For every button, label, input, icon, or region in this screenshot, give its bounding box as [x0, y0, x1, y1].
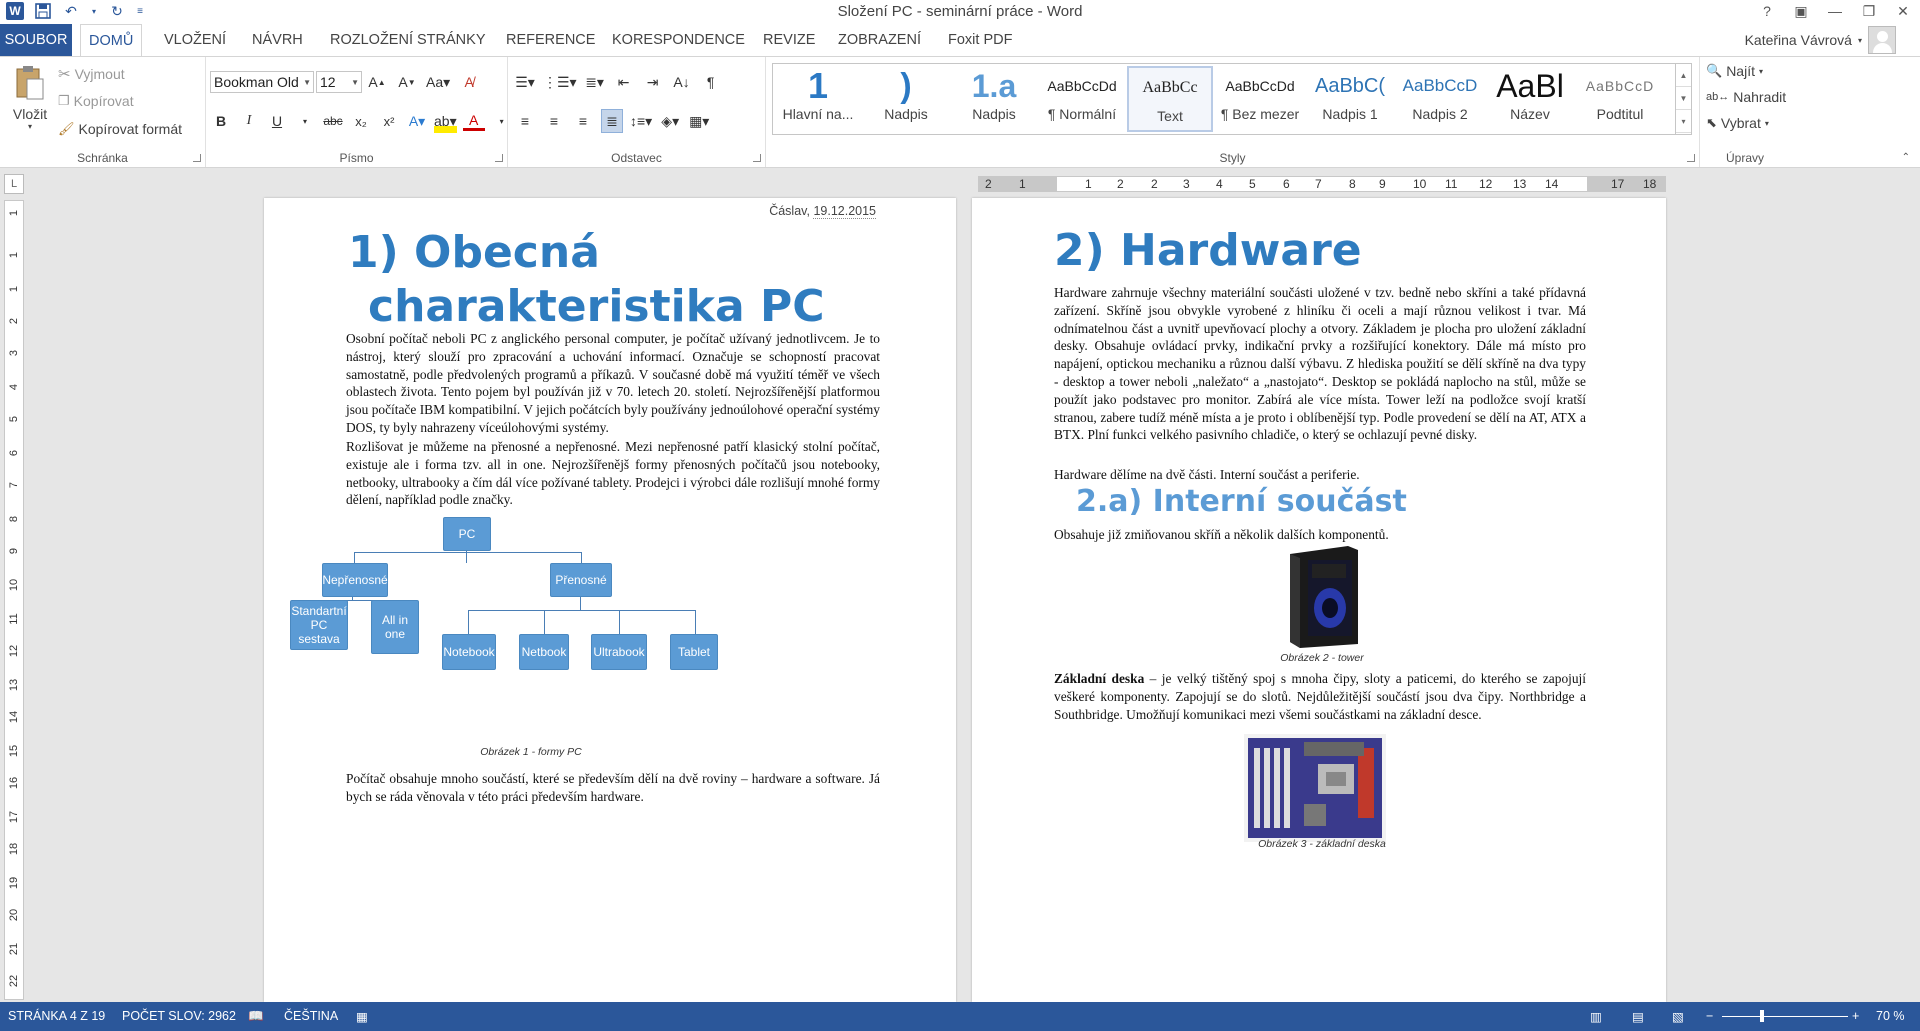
heading-1: 2) Hardware: [1054, 225, 1362, 276]
strikethrough-icon[interactable]: abc: [323, 114, 343, 128]
style-hlavni-nadpis[interactable]: [775, 66, 861, 132]
dialog-launcher-icon[interactable]: [753, 154, 761, 162]
help-icon[interactable]: ?: [1763, 3, 1771, 19]
style-bez-mezer[interactable]: [1217, 66, 1303, 132]
replace-button[interactable]: [1706, 89, 1786, 105]
ruler-number: 17: [1611, 177, 1625, 191]
subscript-icon[interactable]: x₂: [355, 113, 367, 129]
ruler-number: 1: [8, 285, 20, 293]
chevron-down-icon: ▼: [351, 78, 359, 87]
tab-home[interactable]: DOMŮ: [80, 24, 142, 57]
font-color-icon[interactable]: A: [463, 111, 485, 131]
ruler-number: 17: [8, 810, 20, 824]
status-bar: [0, 1002, 1920, 1031]
ruler-number: 19: [8, 876, 20, 890]
paragraph-group: [508, 57, 766, 167]
ruler-number: 18: [1643, 177, 1657, 191]
style-nazev[interactable]: [1487, 66, 1573, 132]
tab-review[interactable]: REVIZE: [763, 32, 816, 48]
select-label: Vybrat: [1720, 115, 1761, 131]
style-nadpis-2[interactable]: [1397, 66, 1483, 132]
figure-caption: Obrázek 3 - základní deska: [1258, 838, 1386, 850]
page-left[interactable]: [264, 198, 956, 1002]
ruler-number: 1: [8, 251, 20, 259]
text-effects-icon[interactable]: A▾: [408, 112, 426, 129]
tab-foxit-pdf[interactable]: Foxit PDF: [948, 32, 1013, 48]
tab-insert[interactable]: VLOŽENÍ: [164, 32, 227, 48]
ruler-number: 7: [8, 481, 20, 489]
paragraph: [1054, 670, 1586, 723]
tower-image[interactable]: [1278, 544, 1362, 650]
style-name: Nadpis: [884, 106, 928, 122]
ribbon-display-icon[interactable]: ▣: [1794, 2, 1808, 19]
ruler-number: 6: [1283, 177, 1290, 191]
align-right-icon[interactable]: ≡: [578, 113, 588, 129]
cut-button[interactable]: [58, 65, 125, 83]
language[interactable]: ČEŠTINA: [284, 1009, 339, 1023]
line-spacing-icon[interactable]: ↕≡▾: [630, 112, 653, 129]
minimize-icon[interactable]: —: [1828, 3, 1842, 19]
date-value: 19.12.2015: [813, 204, 876, 218]
replace-icon: ab↔: [1706, 91, 1730, 103]
chevron-down-icon: ▾: [27, 122, 32, 131]
word-count[interactable]: POČET SLOV: 2962: [122, 1009, 236, 1023]
superscript-icon[interactable]: x²: [383, 113, 395, 129]
multilevel-list-icon[interactable]: ≣▾: [585, 73, 604, 90]
ruler-number: 3: [8, 349, 20, 357]
chevron-down-icon: ▾: [1857, 35, 1862, 45]
document-area[interactable]: [0, 168, 1920, 1002]
diagram-node-portable[interactable]: Přenosné: [550, 563, 612, 597]
style-preview: AaBl: [1496, 68, 1564, 104]
word-logo-icon[interactable]: W: [6, 2, 24, 20]
replace-label: Nahradit: [1733, 89, 1787, 105]
style-preview: 1: [807, 66, 829, 106]
ruler-number: 6: [8, 449, 20, 457]
macro-icon[interactable]: ▦: [356, 1010, 368, 1024]
ruler-number: 14: [8, 710, 20, 724]
select-button[interactable]: [1706, 115, 1769, 131]
paragraph: Rozlišovat je můžeme na přenosné a nepřenosné. Mezi nepřenosné patří klasický stolní počítač, existuje ale i forma tzv. all in one. Nejrozšířenějš formy přenosných počítačů jsou notebooky, netbooky, ultrabooky a čím dál více požívané tablety. Prodejci i výrobci dále rozlišují mnohé formy dělení, například podle značky.: [346, 439, 880, 508]
ruler-number: 7: [1315, 177, 1322, 191]
copy-icon: ❐: [58, 93, 70, 108]
format-painter-icon: 🖌: [58, 121, 75, 136]
scroll-down-icon[interactable]: ▼: [1676, 87, 1691, 110]
diagram-node-desktop[interactable]: Standartní PC sestava: [290, 600, 348, 650]
ruler-number: 11: [8, 613, 20, 625]
diagram-node-pc[interactable]: PC: [443, 517, 491, 551]
style-name: Nadpis 1: [1322, 106, 1378, 122]
style-preview: ): [900, 67, 912, 105]
paste-icon: [13, 63, 47, 103]
increase-indent-icon[interactable]: ⇥: [646, 73, 659, 90]
ruler-number: 15: [8, 744, 20, 758]
tab-selector[interactable]: L: [4, 174, 24, 194]
diagram-node-notebook[interactable]: Notebook: [442, 634, 496, 670]
style-text[interactable]: [1127, 66, 1213, 132]
ruler-number: 1: [1019, 177, 1026, 191]
ruler-number: 8: [1349, 177, 1356, 191]
style-name: Název: [1510, 106, 1550, 122]
ruler-number: 2: [1117, 177, 1124, 191]
highlight-icon[interactable]: ab▾: [434, 109, 457, 133]
scroll-up-icon[interactable]: ▲: [1676, 64, 1691, 87]
ruler-number: 1: [8, 209, 20, 217]
style-preview: AaBbCcDd: [1225, 78, 1295, 94]
ruler-number: 1: [1085, 177, 1092, 191]
binoculars-icon: 🔍: [1706, 63, 1723, 78]
paste-label: Vložit: [12, 106, 48, 122]
figure-caption: Obrázek 1 - formy PC: [480, 746, 582, 758]
web-layout-icon[interactable]: ▧: [1672, 1010, 1684, 1024]
format-painter-button[interactable]: [58, 121, 182, 137]
shrink-font-icon[interactable]: A ▼: [398, 74, 416, 90]
ruler-number: 5: [1249, 177, 1256, 191]
paragraph: Hardware dělíme na dvě části. Interní součást a periferie.: [1054, 467, 1360, 482]
font-group-label: Písmo: [339, 151, 374, 165]
style-name: Hlavní na...: [782, 106, 854, 122]
ruler-number: 18: [8, 842, 20, 856]
style-preview: AaBbCcDd: [1047, 78, 1117, 94]
tab-file[interactable]: SOUBOR: [0, 24, 72, 56]
ruler-number: 10: [8, 578, 20, 592]
zoom-slider[interactable]: [1722, 1016, 1848, 1017]
date-prefix: Čáslav,: [769, 204, 810, 218]
grow-font-icon[interactable]: A ▲: [368, 74, 386, 90]
copy-label: Kopírovat: [73, 93, 134, 109]
font-group: [206, 57, 508, 167]
diagram-node-nonportable[interactable]: Nepřenosné: [322, 563, 388, 597]
style-podtitul[interactable]: [1577, 66, 1663, 132]
align-left-icon[interactable]: ≡: [520, 113, 530, 129]
ruler-number: 4: [1216, 177, 1223, 191]
clipboard-group: [0, 57, 206, 167]
dialog-launcher-icon[interactable]: [495, 154, 503, 162]
font-size-value: 12: [320, 74, 336, 90]
align-center-icon[interactable]: ≡: [549, 113, 559, 129]
zoom-out-button[interactable]: −: [1706, 1009, 1714, 1023]
style-name: Text: [1157, 108, 1183, 124]
tab-view[interactable]: ZOBRAZENÍ: [838, 32, 921, 48]
paragraph: Obsahuje již zmiňovanou skříň a několik dalších komponentů.: [1054, 527, 1389, 542]
style-name: Podtitul: [1596, 106, 1644, 122]
gallery-scroll[interactable]: [1675, 64, 1691, 134]
style-name: Nadpis 2: [1412, 106, 1468, 122]
tab-mailings[interactable]: KORESPONDENCE: [612, 32, 745, 48]
document-title: Složení PC - seminární práce - Word: [837, 3, 1083, 20]
find-button[interactable]: [1706, 63, 1763, 79]
undo-icon[interactable]: ↶: [65, 2, 77, 19]
restore-icon[interactable]: ❐: [1862, 2, 1876, 19]
read-mode-icon[interactable]: ▥: [1590, 1010, 1602, 1024]
bold-term: Základní deska: [1054, 671, 1145, 686]
style-nadpis-b[interactable]: [951, 66, 1037, 132]
styles-gallery: [772, 63, 1692, 135]
ruler-number: 20: [8, 908, 20, 922]
style-name: Nadpis: [972, 106, 1016, 122]
close-icon[interactable]: ✕: [1897, 2, 1909, 19]
diagram-node-all-in-one[interactable]: All in one: [371, 600, 419, 654]
window-controls: [1750, 0, 1920, 22]
ruler-number: 22: [8, 974, 20, 988]
clear-formatting-icon[interactable]: A̸: [464, 74, 474, 90]
style-preview: 1.a: [971, 68, 1017, 104]
zoom-slider-thumb[interactable]: [1760, 1010, 1764, 1022]
customize-qat-icon[interactable]: ≡: [137, 5, 143, 17]
copy-button[interactable]: [58, 93, 134, 109]
cut-label: Vyjmout: [74, 66, 125, 82]
tab-references[interactable]: REFERENCE: [506, 32, 596, 48]
cursor-icon: ⬉: [1706, 115, 1717, 130]
ruler-number: 3: [1183, 177, 1190, 191]
page-count[interactable]: STRÁNKA 4 Z 19: [8, 1009, 106, 1023]
chevron-down-icon[interactable]: ▾: [302, 116, 307, 126]
dialog-launcher-icon[interactable]: [1687, 154, 1695, 162]
horizontal-ruler[interactable]: [978, 176, 1666, 192]
styles-group-label: Styly: [1219, 151, 1246, 165]
document-date: [769, 204, 876, 218]
bullets-icon[interactable]: ☰▾: [515, 73, 535, 90]
ruler-number: 12: [8, 644, 20, 658]
gallery-more-icon[interactable]: ▾: [1676, 110, 1691, 133]
paragraph: Hardware zahrnuje všechny materiální součásti uložené v tzv. bedně nebo skříni a také přídavná zařízení. Skříně jsou obvykle vyrobené z hliníku či oceli a mají různou velikost i tvar. Má odnímatelnou část a uvnitř upevňovací plochy a otvory. Základem je plocha pro uložení základní desky. Obsahuje ovládací prvky, indikační prvky a rozšiřující konektory. Dále má místo pro napájení, optickou mechaniku a různou další výbavu. Z hlediska použití se dělí skříně na dva typy - desktop a tower neboli „naležato“ a „nastojato“. Desktop se pokládá naplocho na stůl, může se použít jako podstavec pro monitor. Zabírá ale více místa. Tower leží na podložce svojí kratší stranou, zabere tudíž méně místa a je proto i oblíbenější typ. Podle provedení se dělí na AT, ATX a BTX. Plní funkci velkého pasivního chladiče, o který se ochlazují pevné disky.: [1054, 285, 1586, 443]
style-preview: AaBbCc: [1142, 79, 1198, 96]
format-painter-label: Kopírovat formát: [78, 121, 183, 137]
ruler-number: 9: [8, 547, 20, 555]
user-account[interactable]: [1745, 24, 1896, 56]
show-formatting-icon[interactable]: ¶: [706, 74, 715, 90]
editing-group-label: Úpravy: [1725, 151, 1764, 165]
undo-dropdown-icon[interactable]: ▾: [91, 6, 96, 16]
decrease-indent-icon[interactable]: ⇤: [617, 73, 630, 90]
zoom-in-button[interactable]: +: [1852, 1009, 1860, 1023]
ruler-number: 4: [8, 383, 20, 391]
ruler-number: 21: [8, 942, 20, 956]
ruler-number: 16: [8, 776, 20, 790]
paragraph: Osobní počítač neboli PC z anglického personal computer, je počítač užívaný jednotlivcem. Je to nástroj, který slouží pro zpracování a uchování informací. Označuje se schopností pracovat samostatně, podle předvolených programů a příkazů. V současné době má využití téměř ve všech oblastech života. Tento pojem byl používán již v 70. letech 20. století. Nejrozšířenější platformou jsou počítače IBM kompatibilní. V jejich počátcích byly používány jednoúlohové operační systémy DOS, ty byly nahrazeny víceúlohovými systémy.: [346, 331, 880, 435]
style-nadpis-1[interactable]: [1307, 66, 1393, 132]
avatar: [1868, 26, 1896, 54]
paragraph-text: – je velký tištěný spoj s mnoha čipy, sloty a paticemi, do kterého se zapojují veškeré komponenty. Zapojují se do slotů. Nejdůležitější součástí jsou dva čipy. Northbridge a Southbridge. Umožňují komunikaci mezi všemi součástkami na základní desce.: [1054, 671, 1586, 722]
ruler-number: 14: [1545, 177, 1559, 191]
proofing-icon[interactable]: 📖: [248, 1009, 264, 1023]
change-case-icon[interactable]: Aa▾: [426, 73, 451, 90]
style-nadpis-a[interactable]: [863, 66, 949, 132]
print-layout-icon[interactable]: ▤: [1632, 1010, 1644, 1024]
bold-icon[interactable]: B: [215, 113, 227, 129]
vertical-ruler[interactable]: [4, 200, 24, 1000]
style-preview: AaBbCcD: [1585, 78, 1655, 94]
paragraph: Počítač obsahuje mnoho součástí, které se především dělí na dvě roviny – hardware a software. Já bych se ráda věnovala v této práci především hardware.: [346, 771, 880, 804]
ruler-number: 2: [985, 177, 992, 191]
numbering-icon[interactable]: ⋮☰▾: [543, 73, 577, 90]
borders-icon[interactable]: ▦▾: [689, 112, 710, 129]
collapse-ribbon-icon[interactable]: ⌃: [1901, 152, 1910, 163]
heading-2: 2.a) Interní součást: [1076, 484, 1407, 519]
find-label: Najít: [1726, 63, 1755, 79]
figure-caption: Obrázek 2 - tower: [1280, 652, 1364, 664]
font-name-value: Bookman Old: [214, 74, 299, 90]
style-name: ¶ Bez mezer: [1220, 106, 1300, 122]
paragraph-group-label: Odstavec: [611, 151, 662, 165]
diagram-node-netbook[interactable]: Netbook: [519, 634, 569, 670]
diagram-node-tablet[interactable]: Tablet: [670, 634, 718, 670]
ruler-number: 2: [1151, 177, 1158, 191]
shading-icon[interactable]: ◈▾: [661, 112, 680, 129]
tab-design[interactable]: NÁVRH: [252, 32, 303, 48]
justify-icon[interactable]: ≣: [601, 109, 623, 133]
user-name: Kateřina Vávrová: [1744, 32, 1852, 48]
title-bar: [0, 0, 1920, 24]
ruler-number: 2: [8, 317, 20, 325]
motherboard-image[interactable]: [1244, 734, 1386, 842]
style-preview: AaBbC(: [1314, 75, 1386, 97]
tab-page-layout[interactable]: ROZLOŽENÍ STRÁNKY: [330, 32, 486, 48]
chevron-down-icon: ▾: [1758, 66, 1763, 76]
zoom-level[interactable]: 70 %: [1876, 1009, 1905, 1023]
heading-1: 1) Obecná: [348, 227, 600, 278]
style-name: ¶ Normální: [1047, 106, 1117, 122]
diagram-node-ultrabook[interactable]: Ultrabook: [591, 634, 647, 670]
redo-icon[interactable]: ↻: [111, 2, 123, 19]
ruler-number: 5: [8, 415, 20, 423]
ruler-number: 10: [1413, 177, 1427, 191]
chevron-down-icon: ▼: [303, 78, 311, 87]
editing-group: [1700, 57, 1790, 167]
ruler-number: 11: [1445, 177, 1458, 191]
ruler-number: 8: [8, 515, 20, 523]
heading-1-continued: charakteristika PC: [368, 281, 825, 332]
font-name-combo[interactable]: [210, 71, 314, 93]
dialog-launcher-icon[interactable]: [193, 154, 201, 162]
scissors-icon: ✂: [58, 66, 71, 83]
ribbon: [0, 56, 1920, 168]
ruler-number: 13: [1513, 177, 1527, 191]
chevron-down-icon: ▾: [1764, 118, 1769, 128]
ruler-number: 9: [1379, 177, 1386, 191]
font-size-combo[interactable]: [316, 71, 362, 93]
italic-icon[interactable]: I: [246, 113, 252, 128]
page-right[interactable]: [972, 198, 1666, 1002]
ribbon-tabs: [0, 24, 1920, 56]
paste-button[interactable]: [8, 63, 52, 131]
ruler-number: 13: [8, 678, 20, 692]
ruler-number: 12: [1479, 177, 1493, 191]
underline-icon[interactable]: U: [271, 113, 283, 129]
sort-icon[interactable]: A↓: [673, 74, 690, 90]
chevron-down-icon[interactable]: ▾: [499, 116, 504, 126]
style-preview: AaBbCcD: [1402, 76, 1478, 95]
style-normalni[interactable]: [1039, 66, 1125, 132]
clipboard-group-label: Schránka: [77, 151, 128, 165]
